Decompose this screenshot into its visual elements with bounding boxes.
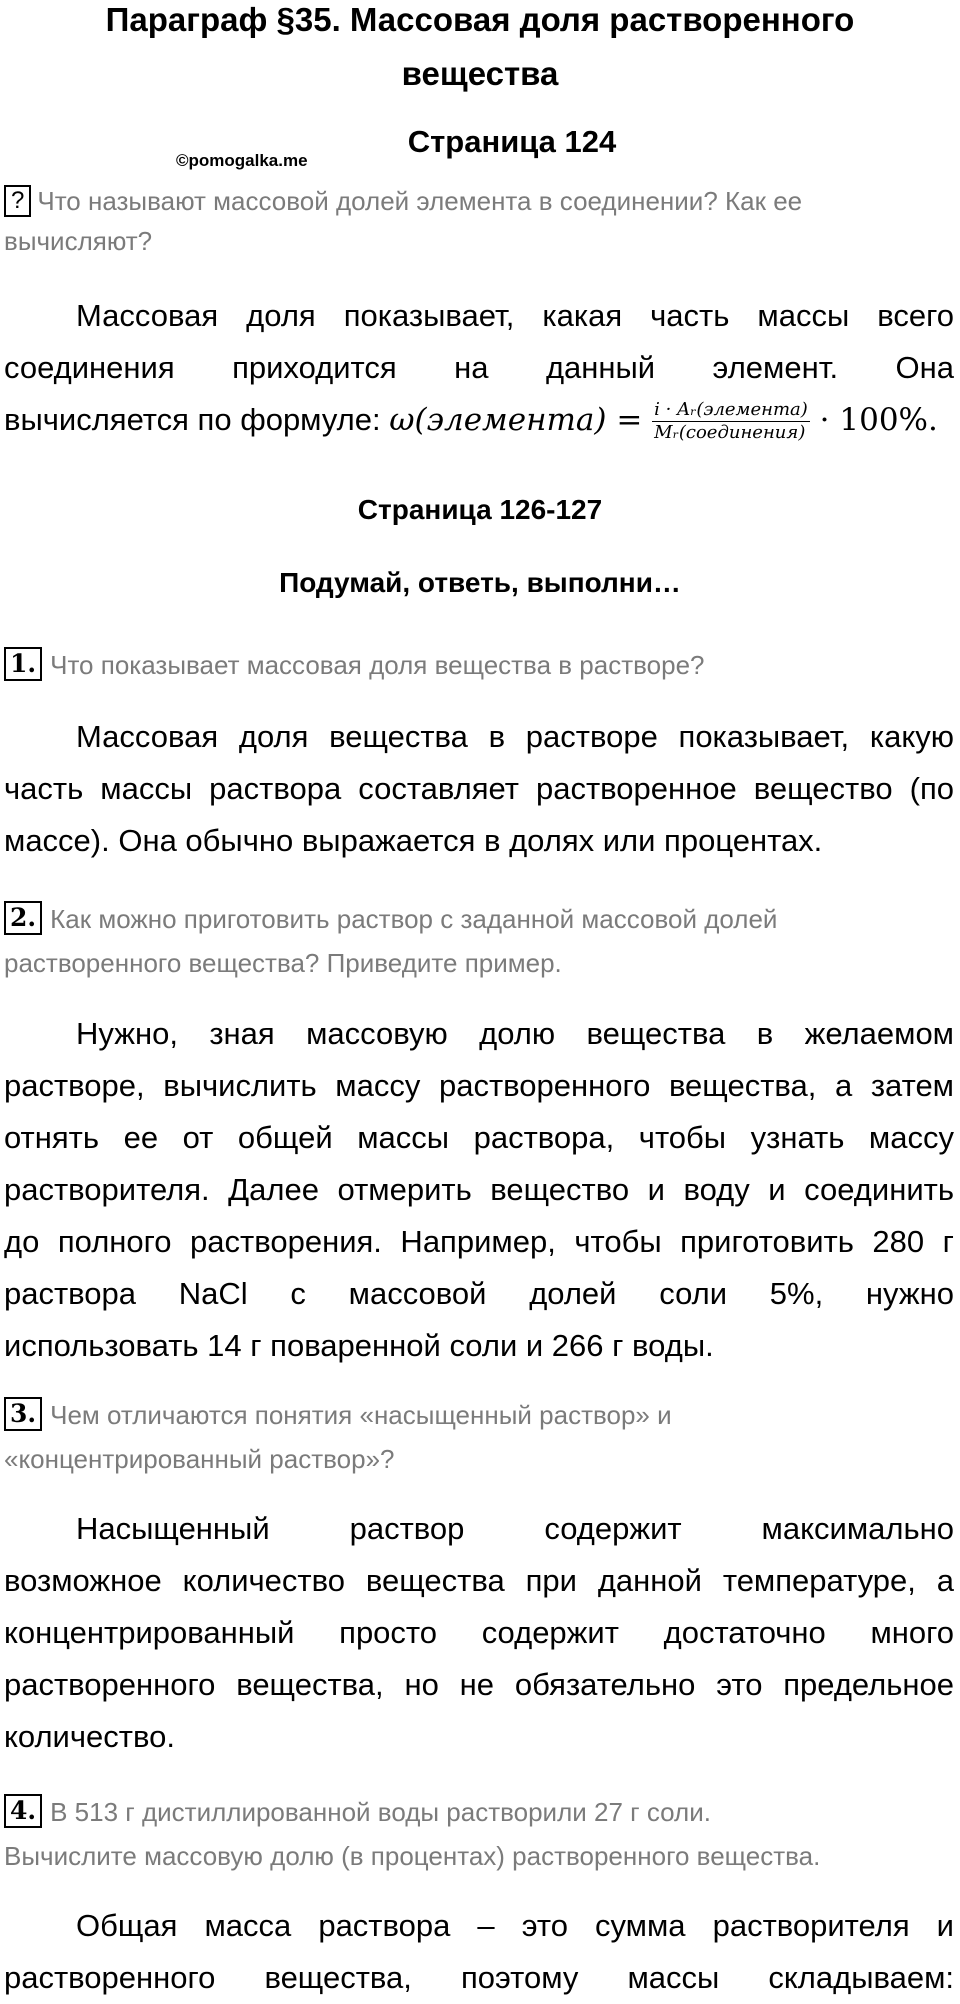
question-2-line-1: Как можно приготовить раствор с заданной массовой долей: [50, 904, 778, 934]
formula-denominator: Mᵣ(соединения): [654, 422, 806, 443]
answer-3-line-4: растворенного вещества, но не обязательно это предельное: [4, 1667, 954, 1702]
formula: [389, 399, 938, 443]
answer-3-line-2: возможное количество вещества при данной температуре, а: [4, 1563, 954, 1598]
question-3: [4, 1393, 954, 1481]
formula-numerator: i · Aᵣ(элемента): [654, 399, 808, 420]
section-heading: Подумай, ответь, выполни…: [279, 567, 681, 598]
answer-2-line-6: раствора NaCl с массовой долей соли 5%, нужно: [4, 1276, 954, 1311]
question-2-line-2: растворенного вещества? Приведите пример.: [4, 948, 562, 978]
answer-2-line-4: растворителя. Далее отмерить вещество и воду и соединить: [4, 1172, 954, 1207]
intro-answer: [4, 290, 954, 446]
page-heading-124: Страница 124: [407, 124, 617, 159]
answer-4: [4, 1900, 954, 2004]
question-3-line-1: Чем отличаются понятия «насыщенный раствор» и: [50, 1400, 672, 1430]
answer-1-line-3: массе). Она обычно выражается в долях или процентах.: [4, 823, 823, 858]
page-title: [0, 0, 960, 101]
answer-2-line-1: Нужно, зная массовую долю вещества в желаемом: [76, 1016, 954, 1051]
answer-3-line-3: концентрированный просто содержит достаточно много: [4, 1615, 954, 1650]
question-number-4: 4.: [4, 1794, 42, 1828]
answer-2-line-7: использовать 14 г поваренной соли и 266 г воды.: [4, 1328, 714, 1363]
question-2: [4, 897, 954, 985]
question-4-line-2: Вычислите массовую долю (в процентах) растворенного вещества.: [4, 1841, 821, 1871]
intro-answer-line-2: соединения приходится на данный элемент. Она: [4, 350, 954, 385]
title-line-2: вещества: [401, 55, 559, 92]
question-1: [4, 645, 954, 685]
answer-2-line-2: растворе, вычислить массу растворенного вещества, а затем: [4, 1068, 954, 1103]
answer-4-line-2: растворенного вещества, поэтому массы складываем:: [4, 1960, 954, 1995]
intro-answer-line-1: Массовая доля показывает, какая часть массы всего: [76, 298, 954, 333]
answer-1: [4, 711, 954, 867]
question-number-3: 3.: [4, 1397, 42, 1431]
intro-answer-prefix: вычисляется по формуле:: [4, 402, 390, 437]
intro-answer-line-3: [4, 394, 954, 446]
formula-fraction: [652, 399, 810, 444]
intro-question-text: Что называют массовой долей элемента в соединении? Как ее вычисляют?: [4, 186, 803, 256]
question-number-1: 1.: [4, 647, 42, 681]
answer-4-line-1: Общая масса раствора – это сумма растворителя и: [76, 1908, 954, 1943]
watermark: ©pomogalka.me: [176, 151, 308, 170]
answer-2: [4, 1008, 954, 1372]
answer-3-line-5: количество.: [4, 1719, 175, 1754]
question-4-line-1: В 513 г дистиллированной воды растворили 27 г соли.: [50, 1797, 711, 1827]
answer-1-line-1: Массовая доля вещества в растворе показывает, какую: [76, 719, 954, 754]
answer-3: [4, 1503, 954, 1763]
page-heading-126-127: Страница 126-127: [357, 494, 603, 525]
answer-3-line-1: Насыщенный раствор содержит максимально: [76, 1511, 954, 1546]
answer-1-line-2: часть массы раствора составляет растворенное вещество (по: [4, 771, 954, 806]
answer-2-line-3: отнять ее от общей массы раствора, чтобы узнать массу: [4, 1120, 954, 1155]
intro-question: [4, 181, 954, 261]
formula-rhs: · 100%.: [809, 402, 938, 438]
question-mark-icon: ?: [4, 185, 31, 217]
formula-lhs: ω(элемента) =: [389, 402, 653, 438]
answer-2-line-5: до полного растворения. Например, чтобы приготовить 280 г: [4, 1224, 954, 1259]
title-line-1: Параграф §35. Массовая доля растворенного: [105, 1, 855, 38]
question-3-line-2: «концентрированный раствор»?: [4, 1444, 395, 1474]
question-1-text: Что показывает массовая доля вещества в растворе?: [50, 650, 705, 680]
question-number-2: 2.: [4, 901, 42, 935]
question-4: [4, 1790, 954, 1878]
